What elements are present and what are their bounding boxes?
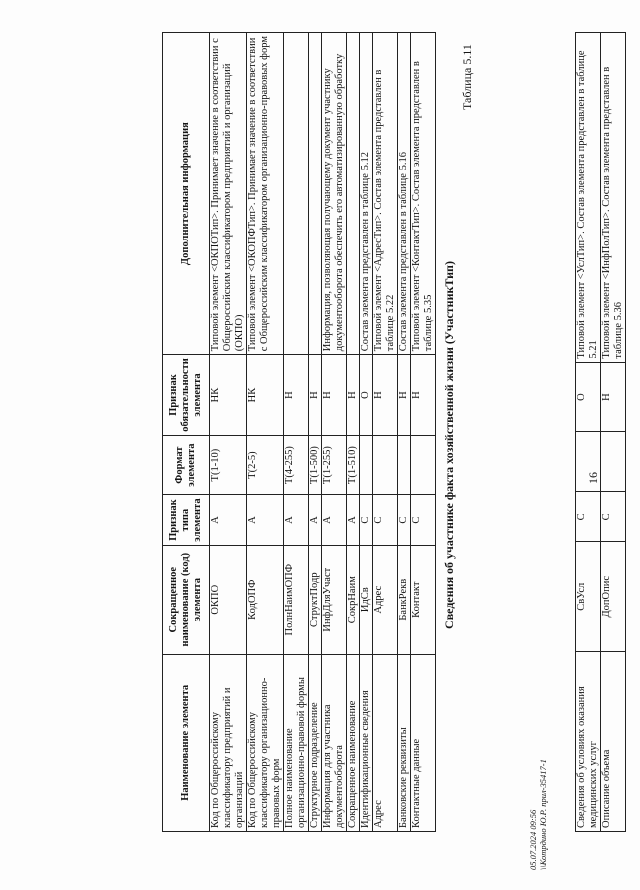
cell-info [284, 33, 309, 355]
cell-format: Т(4-255) [284, 435, 309, 495]
header-info: Дополнительная информация [163, 33, 210, 355]
cell-info [309, 33, 322, 355]
cell-format [398, 435, 411, 495]
cell-obligation: Н [322, 355, 347, 436]
cell-name: Полное наименование организационно-правовой формы [284, 654, 309, 831]
cell-name: Контактные данные [411, 654, 436, 831]
table-row [601, 33, 626, 832]
cell-info: Типовой элемент <ОКОПФТип>. Принимает значение в соответствии с Общероссийским классификатором организационно-правовых форм [247, 33, 284, 355]
cell-obligation: О [360, 355, 373, 436]
table-row [210, 33, 247, 832]
cell-obligation: Н [284, 355, 309, 436]
footer-stamp [528, 759, 548, 870]
cell-code: ОКПО [210, 545, 247, 654]
cell-type: А [210, 495, 247, 545]
cell-name: Сокращенное наименование [347, 654, 360, 831]
table-row [360, 33, 373, 832]
cell-obligation: НК [210, 355, 247, 436]
cell-obligation: О [576, 362, 601, 432]
cell-info: Типовой элемент <КонтактТип>. Состав элемента представлен в таблице 5.35 [411, 33, 436, 355]
cell-obligation: Н [373, 355, 398, 436]
cell-code: ДопОпис [601, 542, 626, 652]
cell-info: Типовой элемент <ИнфПолТип>. Состав элемента представлен в таблице 5.36 [601, 33, 626, 363]
cell-type: С [576, 492, 601, 542]
cell-info [347, 33, 360, 355]
cell-obligation: НК [247, 355, 284, 436]
cell-type: С [398, 495, 411, 545]
header-name: Наименование элемента [163, 654, 210, 831]
cell-format [601, 432, 626, 492]
cell-info: Состав элемента представлен в таблице 5.16 [398, 33, 411, 355]
cell-obligation: Н [411, 355, 436, 436]
table-row [373, 33, 398, 832]
cell-info: Типовой элемент <УслТип>. Состав элемента представлен в таблице 5.21 [576, 33, 601, 363]
cell-type: С [411, 495, 436, 545]
cell-format [411, 435, 436, 495]
cell-format: Т(1-10) [210, 435, 247, 495]
cell-format: Т(2-5) [247, 435, 284, 495]
cell-name: Адрес [373, 654, 398, 831]
cell-type: А [309, 495, 322, 545]
cell-type: А [322, 495, 347, 545]
table-label: Таблица 5.11 [460, 44, 474, 110]
cell-name: Описание объема [601, 652, 626, 832]
cell-name: Структурное подразделение [309, 654, 322, 831]
header-type: Признак типа элемента [163, 495, 210, 545]
table-row [411, 33, 436, 832]
cell-format: Т(1-500) [309, 435, 322, 495]
cell-format: Т(1-255) [322, 435, 347, 495]
cell-name: Идентификационные сведения [360, 654, 373, 831]
cell-format [373, 435, 398, 495]
cell-name: Сведения об условиях оказания медицинских услуг [576, 652, 601, 832]
cell-obligation: Н [601, 362, 626, 432]
table-row [284, 33, 309, 832]
table-row [576, 33, 601, 832]
page-number: 16 [586, 472, 600, 484]
header-format: Формат элемента [163, 435, 210, 495]
continued-table [575, 32, 626, 832]
table-title: Сведения об участнике факта хозяйственной жизни (УчастникТип) [442, 261, 456, 629]
table-row [247, 33, 284, 832]
cell-format [360, 435, 373, 495]
cell-obligation: Н [347, 355, 360, 436]
cell-type: С [601, 492, 626, 542]
header-code: Сокращенное наименование (код) элемента [163, 545, 210, 654]
cell-code: Адрес [373, 545, 398, 654]
cell-code: ПолнНаимОПФ [284, 545, 309, 654]
cell-type: А [347, 495, 360, 545]
cell-code: ИнфДляУчаст [322, 545, 347, 654]
cell-info: Типовой элемент <АдресТип>. Состав элемента представлен в таблице 5.22 [373, 33, 398, 355]
cell-code: БанкРекв [398, 545, 411, 654]
continued-table-body [576, 33, 626, 832]
cell-code: СвУсл [576, 542, 601, 652]
cell-name: Информация для участника документооборота [322, 654, 347, 831]
cell-code: КодОПФ [247, 545, 284, 654]
footer-date: 05.07.2024 09:56 [528, 809, 538, 870]
cell-obligation: Н [309, 355, 322, 436]
cell-info: Типовой элемент <ОКПОТип>. Принимает значение в соответствии с Общероссийским классификатором предприятий и организаций (ОКПО) [210, 33, 247, 355]
cell-code: СтруктПодр [309, 545, 322, 654]
cell-code: ИдСв [360, 545, 373, 654]
participant-table-body [210, 33, 436, 832]
cell-type: С [373, 495, 398, 545]
cell-type: А [284, 495, 309, 545]
footer-path: \\Котрдино Ю.Р. прил-35417-1 [538, 759, 548, 870]
table-row [347, 33, 360, 832]
cell-name: Код по Общероссийскому классификатору предприятий и организаций [210, 654, 247, 831]
cell-code: СокрНаим [347, 545, 360, 654]
table-header-row [163, 33, 210, 832]
cell-format: Т(1-510) [347, 435, 360, 495]
table-row [309, 33, 322, 832]
cell-type: А [247, 495, 284, 545]
cell-name: Банковские реквизиты [398, 654, 411, 831]
cell-info: Информация, позволяющая получающему документ участнику документооборота обеспечить его автоматизированную обработку [322, 33, 347, 355]
participant-table [162, 32, 436, 832]
cell-type: С [360, 495, 373, 545]
cell-name: Код по Общероссийскому классификатору организационно-правовых форм [247, 654, 284, 831]
cell-code: Контакт [411, 545, 436, 654]
cell-obligation: Н [398, 355, 411, 436]
table-row [398, 33, 411, 832]
table-row [322, 33, 347, 832]
cell-info: Состав элемента представлен в таблице 5.12 [360, 33, 373, 355]
header-obligation: Признак обязательности элемента [163, 355, 210, 436]
